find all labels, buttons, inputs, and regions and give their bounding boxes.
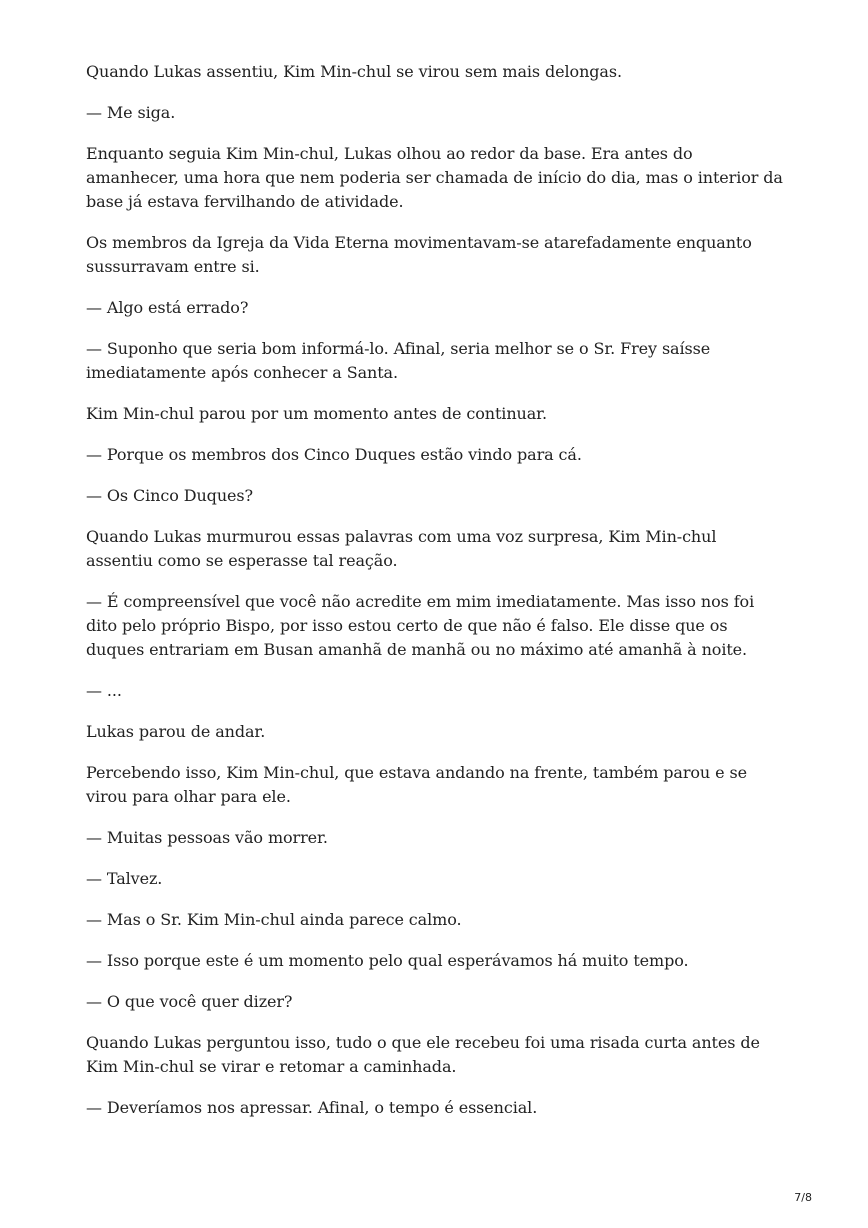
paragraph: Quando Lukas murmurou essas palavras com uma voz surpresa, Kim Min-chul assentiu como se esperasse tal reação. xyxy=(86,527,717,570)
paragraph: — Isso porque este é um momento pelo qual esperávamos há muito tempo. xyxy=(86,951,689,970)
paragraph: — É compreensível que você não acredite em mim imediatamente. Mas isso nos foi dito pelo próprio Bispo, por isso estou certo de que não é falso. Ele disse que os duques entrariam em Busan amanhã de manhã ou no máximo até amanhã à noite. xyxy=(86,592,755,659)
paragraph: Percebendo isso, Kim Min-chul, que estava andando na frente, também parou e se virou para olhar para ele. xyxy=(86,763,747,806)
document-body xyxy=(86,60,786,1137)
paragraph: — Porque os membros dos Cinco Duques estão vindo para cá. xyxy=(86,445,582,464)
paragraph: — Me siga. xyxy=(86,103,176,122)
paragraph: — Suponho que seria bom informá-lo. Afinal, seria melhor se o Sr. Frey saísse imediatamente após conhecer a Santa. xyxy=(86,339,711,382)
page-number: 7/8 xyxy=(794,1191,812,1204)
paragraph: — Deveríamos nos apressar. Afinal, o tempo é essencial. xyxy=(86,1098,538,1117)
paragraph: — Algo está errado? xyxy=(86,298,249,317)
paragraph: — Os Cinco Duques? xyxy=(86,486,253,505)
paragraph: Os membros da Igreja da Vida Eterna movimentavam-se atarefadamente enquanto sussurravam entre si. xyxy=(86,233,752,276)
paragraph: Quando Lukas assentiu, Kim Min-chul se virou sem mais delongas. xyxy=(86,62,622,81)
paragraph: — Muitas pessoas vão morrer. xyxy=(86,828,328,847)
paragraph: Lukas parou de andar. xyxy=(86,722,266,741)
paragraph: Enquanto seguia Kim Min-chul, Lukas olhou ao redor da base. Era antes do amanhecer, uma hora que nem poderia ser chamada de início do dia, mas o interior da base já estava fervilhando de atividade. xyxy=(86,144,783,211)
paragraph: Kim Min-chul parou por um momento antes de continuar. xyxy=(86,404,547,423)
paragraph: — O que você quer dizer? xyxy=(86,992,293,1011)
paragraph: — Mas o Sr. Kim Min-chul ainda parece calmo. xyxy=(86,910,462,929)
paragraph: — Talvez. xyxy=(86,869,163,888)
paragraph: — ... xyxy=(86,681,122,700)
paragraph: Quando Lukas perguntou isso, tudo o que ele recebeu foi uma risada curta antes de Kim Min-chul se virar e retomar a caminhada. xyxy=(86,1033,760,1076)
